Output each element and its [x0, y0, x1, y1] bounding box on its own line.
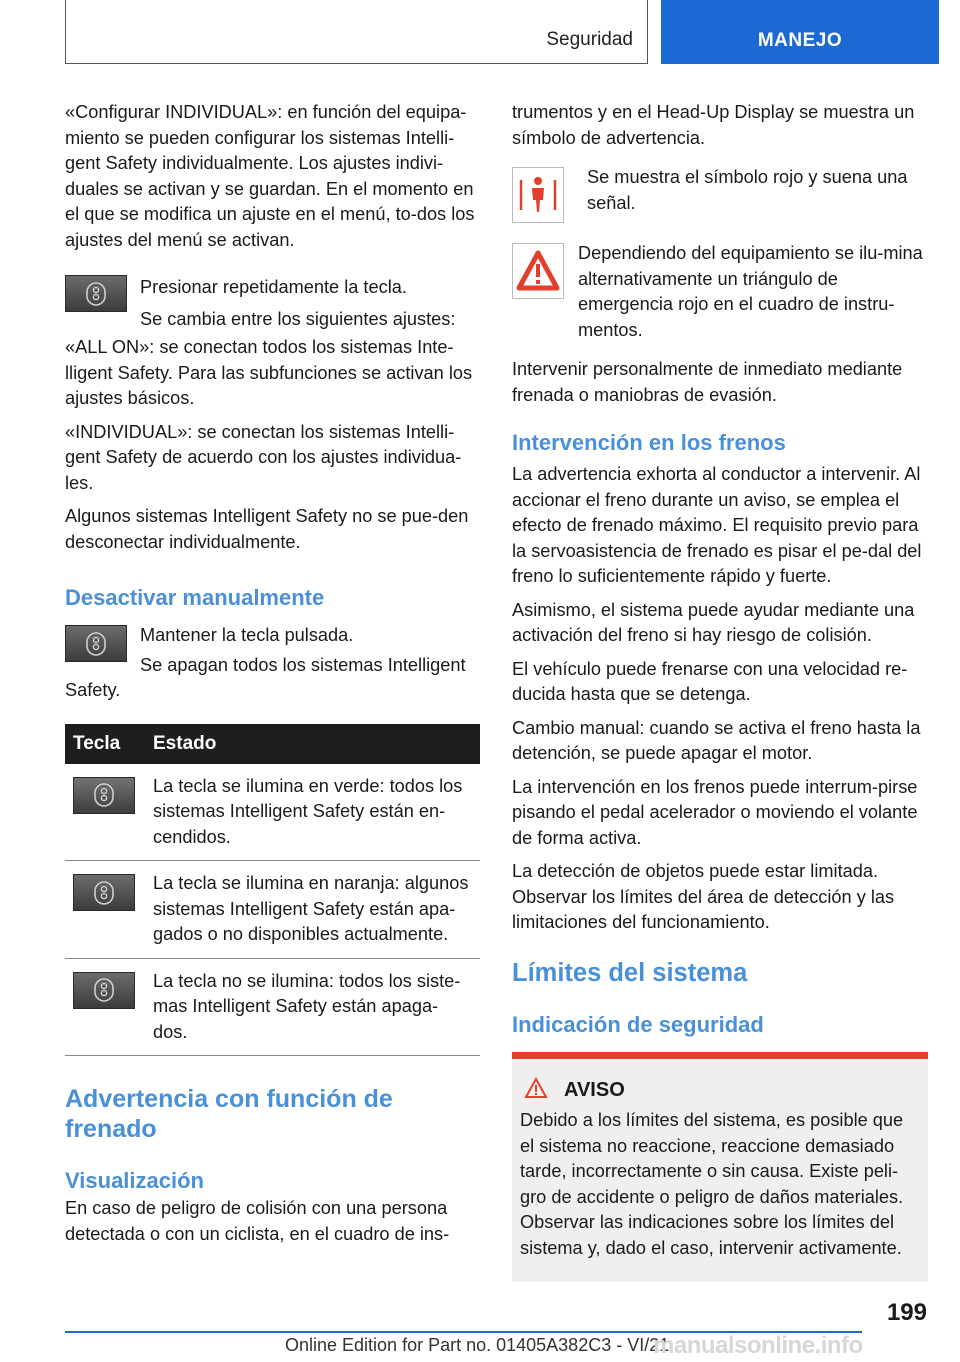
- paragraph-individual: «INDIVIDUAL»: se conectan los sistemas Intelli-gent Safety de acuerdo con los ajustes individua-les.: [65, 421, 462, 493]
- paragraph-continuation: trumentos y en el Head-Up Display se muestra un símbolo de advertencia.: [512, 102, 915, 148]
- table-row: [65, 958, 480, 1056]
- header-bar: [65, 0, 648, 64]
- footer-edition: Online Edition for Part no. 01405A382C3 - VI/21: [285, 1335, 670, 1355]
- notice-header: [524, 1077, 920, 1104]
- table-row: [65, 861, 480, 959]
- intelligent-safety-button-icon: [65, 625, 127, 662]
- press-key-row: [65, 275, 480, 335]
- paragraph-intervencion-frenos: La intervención en los frenos puede interrum-pirse pisando el pedal acelerador o moviendo el volante de forma activa.: [512, 776, 918, 848]
- warning-triangle-icon: [512, 243, 564, 299]
- paragraph-asimismo: Asimismo, el sistema puede ayudar mediante una activación del freno si hay riesgo de colisión.: [512, 599, 915, 645]
- intelligent-safety-button-icon: [65, 277, 127, 312]
- person-warning-icon: [512, 167, 564, 223]
- heading-intervencion: Intervención en los frenos: [512, 430, 786, 455]
- red-symbol-row: [512, 165, 928, 231]
- key-status-table: [65, 724, 480, 1057]
- hold-key-row: [65, 623, 480, 704]
- triangle-row: [512, 241, 928, 343]
- paragraph-cambio: Cambio manual: cuando se activa el freno hasta la detención, se puede apagar el motor.: [512, 717, 921, 763]
- table-cell-state: La tecla se ilumina en naranja: algunos sistemas Intelligent Safety están apa-gados o no disponibles actualmente.: [145, 861, 480, 959]
- page-number: 199: [886, 1299, 927, 1326]
- table-cell-state: La tecla no se ilumina: todos los siste-mas Intelligent Safety están apaga-dos.: [145, 958, 480, 1056]
- heading-advertencia: Advertencia con función de frenado: [65, 1085, 393, 1143]
- left-column: [65, 100, 480, 1255]
- table-header-key: Tecla: [65, 724, 145, 764]
- red-symbol-text: Se muestra el símbolo rojo y suena una señal.: [587, 167, 908, 213]
- table-header-state: Estado: [145, 724, 480, 764]
- paragraph-all-on: «ALL ON»: se conectan todos los sistemas Inte-lligent Safety. Para las subfunciones se activan los ajustes básicos.: [65, 337, 473, 408]
- button-orange-icon: [73, 874, 135, 911]
- chapter-tab-label: MANEJO: [757, 30, 843, 51]
- paragraph-visualizacion: En caso de peligro de colisión con una persona detectada o con un ciclista, en el cuadro de ins-: [65, 1198, 450, 1244]
- warning-triangle-icon: [524, 1077, 548, 1104]
- triangle-text: [512, 241, 928, 343]
- watermark: manualsonline.info: [653, 1332, 863, 1359]
- heading-visualizacion: Visualización: [65, 1168, 204, 1193]
- paragraph-advertencia: La advertencia exhorta al conductor a intervenir. Al accionar el freno durante un aviso, se emplea el efecto de frenado máximo. El requisito previo para la servoasistencia de frenado es pisar el pe-dal del freno lo suficientemente rápido y fuerte.: [512, 464, 922, 586]
- paragraph-intervenir: Intervenir personalmente de inmediato mediante frenada o maniobras de evasión.: [512, 359, 903, 405]
- press-line-2: Se cambia entre los siguientes ajustes:: [140, 308, 456, 329]
- button-green-icon: [73, 777, 135, 814]
- warning-notice: [512, 1052, 928, 1282]
- hold-line-2-text: Se apagan todos los sistemas Intelligent Safety.: [65, 654, 466, 700]
- table-row: [65, 764, 480, 861]
- right-column: [512, 100, 928, 1040]
- button-off-icon: [73, 972, 135, 1009]
- hold-line-1: Mantener la tecla pulsada.: [140, 625, 354, 645]
- paragraph-algunos: Algunos sistemas Intelligent Safety no se pue-den desconectar individualmente.: [65, 506, 469, 552]
- hold-line-2: [65, 653, 480, 704]
- table-cell-state: La tecla se ilumina en verde: todos los sistemas Intelligent Safety están en-cendidos.: [145, 764, 480, 861]
- paragraph-configurar: «Configurar INDIVIDUAL»: en función del equipa-miento se pueden configurar los sistemas Intelli-gent Safety individualmente. Los ajustes indivi-duales se activan y se guardan. En el momento en el que se modifica un ajuste en el menú, to-dos los ajustes del menú se activan.: [65, 102, 475, 250]
- notice-text: Debido a los límites del sistema, es posible que el sistema no reaccione, reaccione demasiado tarde, incorrectamente o sin causa. Existe peli-gro de accidente o peligro de daños materiales. Observar las indicaciones sobre los límites del sistema y, dado el caso, intervenir activamente.: [520, 1110, 904, 1258]
- paragraph-vehiculo: El vehículo puede frenarse con una velocidad re-ducida hasta que se detenga.: [512, 658, 908, 704]
- heading-indicacion: Indicación de seguridad: [512, 1011, 764, 1037]
- heading-desactivar: Desactivar manualmente: [65, 585, 325, 610]
- section-title: Seguridad: [546, 29, 633, 50]
- paragraph-deteccion: La detección de objetos puede estar limitada. Observar los límites del área de detección y las limitaciones del funcionamiento.: [512, 861, 895, 932]
- chapter-tab: [661, 0, 939, 64]
- press-line-1: Presionar repetidamente la tecla.: [140, 277, 407, 297]
- heading-limites: Límites del sistema: [512, 958, 748, 987]
- notice-title: AVISO: [564, 1079, 625, 1101]
- triangle-text-content: Dependiendo del equipamiento se ilu-mina alternativamente un triángulo de emergencia rojo en el cuadro de instru-mentos.: [578, 243, 923, 340]
